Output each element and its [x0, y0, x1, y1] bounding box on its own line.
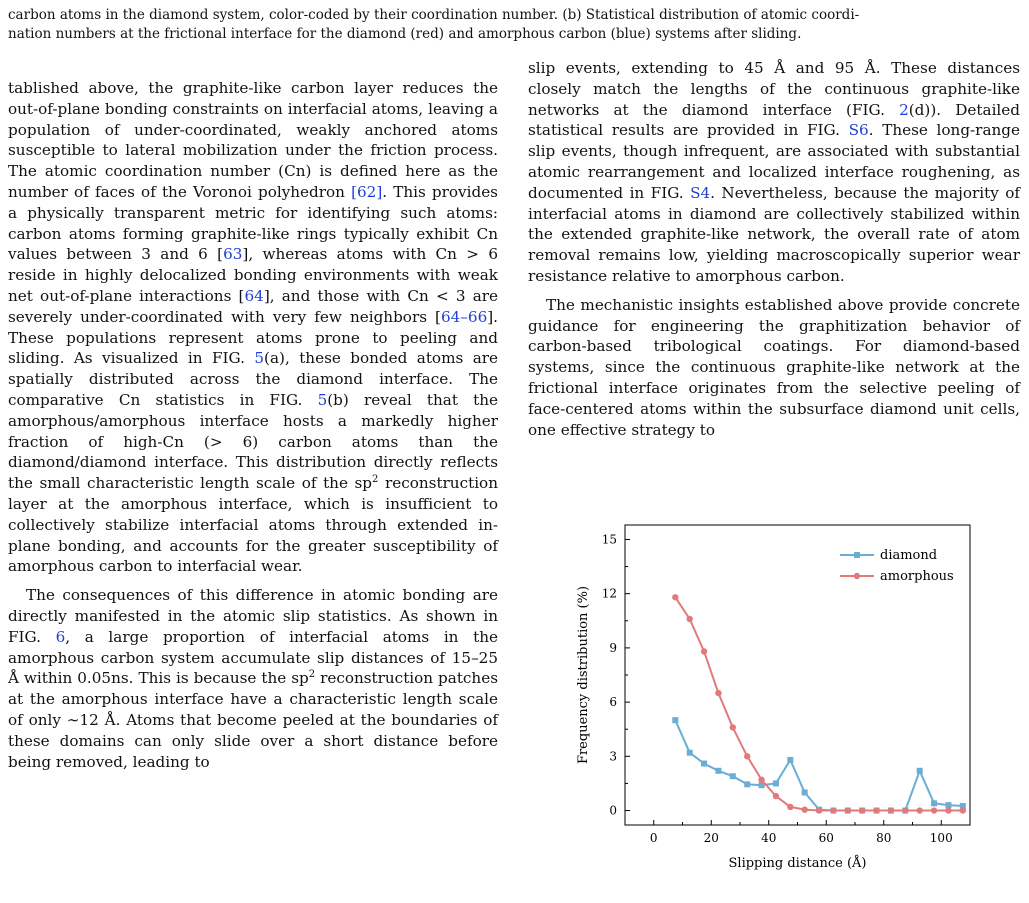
data-point-diamond	[802, 789, 808, 795]
data-point-amorphous	[873, 807, 879, 813]
right-paragraph-2: The mechanistic insights established above provide concrete guidance for engineering the graphitization behavior of carbon-based tribological coatings. For diamond-based systems, since the continuous graphite-like network at the frictional interface originates from the selective peeling of face-centered atoms within the subsurface diamond unit cells, one effective strategy to	[528, 295, 1020, 439]
x-tick-label: 60	[818, 831, 834, 845]
x-tick-label: 80	[876, 831, 892, 845]
x-tick-label: 20	[703, 831, 719, 845]
citation-link[interactable]: 63	[223, 245, 243, 264]
data-point-amorphous	[686, 616, 692, 622]
text-run: tablished above, the graphite-like carbon layer reduces the out-of-plane bonding constraints on interfacial atoms, leaving a population of under-coordinated, weakly anchored atoms susceptible to lateral mobilization under the friction process. The atomic coordination number (Cn) is defined here as the number of faces of the Voronoi polyhedron	[8, 79, 498, 201]
text-run: , a large proportion of interfacial atoms in the amorphous carbon system accumulate slip distances of 15–25 Å within 0.05ns. This is because the sp	[8, 627, 498, 688]
legend-marker-amorphous	[854, 573, 860, 579]
text-run: reconstruction layer at the amorphous interface, which is insufficient to collectively stabilize interfacial atoms through extended in-plane bonding, and accounts for the greater susceptibility of amorphous carbon to interfacial wear.	[8, 474, 498, 576]
y-tick-label: 3	[609, 749, 617, 764]
y-tick-label: 0	[609, 803, 617, 818]
text-run: . These long-range slip events, though infrequent, are associated with substantial atomic rearrangement and localized interface roughening, as documented in FIG.	[528, 121, 1020, 202]
legend-label-amorphous: amorphous	[880, 569, 954, 584]
y-tick-label: 6	[609, 695, 617, 710]
text-run: The consequences of this difference in atomic bonding are directly manifested in the atomic slip statistics. As shown in FIG.	[8, 586, 498, 646]
text-run: reconstruction patches at the amorphous interface have a characteristic length scale of only ∼12 Å. Atoms that become peeled at the boundaries of these domains can only slide over a short distance before being removed, leading to	[8, 669, 498, 771]
data-point-diamond	[715, 768, 721, 774]
text-run: ], whereas atoms with Cn > 6 reside in highly delocalized bonding environments with weak net out-of-plane interactions [	[8, 245, 498, 305]
superscript: 2	[372, 474, 379, 486]
data-point-amorphous	[830, 807, 836, 813]
data-point-diamond	[672, 717, 678, 723]
text-run: ], and those with Cn < 3 are severely under-coordinated with very few neighbors [	[8, 286, 499, 326]
x-tick-label: 40	[761, 831, 777, 845]
data-point-amorphous	[945, 807, 951, 813]
data-point-diamond	[787, 757, 793, 763]
x-tick-label: 0	[649, 831, 658, 845]
data-point-amorphous	[888, 807, 894, 813]
y-tick-label: 9	[609, 640, 617, 655]
right-column	[528, 58, 1020, 448]
slip-distance-chart	[560, 515, 990, 885]
left-column	[8, 78, 498, 780]
legend-label-diamond: diamond	[880, 548, 938, 563]
text-run: (a), these bonded atoms are spatially distributed across the diamond interface. The comparative Cn statistics in FIG.	[8, 349, 498, 409]
figure-link[interactable]: 5	[254, 349, 265, 368]
figure-link[interactable]: S4	[690, 183, 711, 202]
figure-link[interactable]: 6	[55, 627, 66, 646]
figure-caption	[8, 6, 1021, 44]
data-point-amorphous	[730, 724, 736, 730]
x-tick-label: 100	[929, 831, 953, 845]
data-point-diamond	[687, 750, 693, 756]
data-point-diamond	[945, 802, 951, 808]
left-paragraph-2	[8, 585, 498, 772]
series-line-amorphous	[675, 597, 963, 810]
data-point-amorphous	[672, 594, 678, 600]
data-point-amorphous	[816, 807, 822, 813]
citation-link[interactable]: [62]	[351, 182, 383, 201]
text-run: . Nevertheless, because the majority of interfacial atoms in diamond are collectively stabilized within the extended graphite-like network, the overall rate of atom removal remains low, yielding macroscopically superior wear resistance relative to amorphous carbon.	[528, 183, 1020, 285]
text-run: (b) reveal that the amorphous/amorphous interface hosts a markedly higher fraction of high-Cn (> 6) carbon atoms than the diamond/diamond interface. This distribution directly reflects the small characteristic length scale of the sp	[8, 390, 498, 493]
data-point-amorphous	[859, 807, 865, 813]
data-point-amorphous	[845, 807, 851, 813]
data-point-amorphous	[701, 648, 707, 654]
data-point-diamond	[744, 781, 750, 787]
y-tick-label: 15	[601, 532, 617, 547]
data-point-amorphous	[916, 807, 922, 813]
figure-link[interactable]: S6	[848, 121, 869, 140]
chart-svg	[560, 515, 990, 885]
series-line-diamond	[675, 720, 963, 810]
data-point-amorphous	[960, 807, 966, 813]
text-run: (d)). Detailed statistical results are provided in FIG.	[528, 100, 1020, 140]
text-run: . This provides a physically transparent metric for identifying such atoms: carbon atoms forming graphite-like rings typically exhibit Cn values between 3 and 6 [	[8, 182, 498, 264]
data-point-diamond	[931, 800, 937, 806]
data-point-amorphous	[744, 753, 750, 759]
data-point-amorphous	[902, 807, 908, 813]
citation-link[interactable]: 64	[244, 286, 264, 305]
data-point-amorphous	[931, 807, 937, 813]
data-point-diamond	[773, 780, 779, 786]
legend-marker-diamond	[854, 552, 860, 558]
figure-link[interactable]: 2	[899, 100, 909, 119]
text-run: slip events, extending to 45 Å and 95 Å. These distances closely match the lengths of the continuous graphite-like networks at the diamond interface (FIG.	[528, 59, 1020, 119]
y-axis-label: Frequency distribution (%)	[576, 585, 591, 765]
y-tick-label: 12	[601, 586, 617, 601]
data-point-diamond	[730, 773, 736, 779]
data-point-amorphous	[801, 806, 807, 812]
data-point-amorphous	[758, 777, 764, 783]
x-axis-label: Slipping distance (Å)	[728, 856, 867, 871]
citation-link[interactable]: 64–66	[440, 307, 488, 326]
data-point-diamond	[701, 761, 707, 767]
caption-line-1: carbon atoms in the diamond system, color-coded by their coordination number. (b) Statistical distribution of atomic coordi-	[8, 7, 860, 23]
data-point-amorphous	[787, 804, 793, 810]
data-point-amorphous	[715, 690, 721, 696]
figure-link[interactable]: 5	[317, 390, 328, 409]
data-point-amorphous	[773, 793, 779, 799]
right-paragraph-1	[528, 58, 1020, 287]
data-point-diamond	[917, 768, 923, 774]
superscript: 2	[308, 669, 316, 681]
left-paragraph-1	[8, 78, 498, 577]
caption-line-2: nation numbers at the frictional interface for the diamond (red) and amorphous carbon (blue) systems after sliding.	[8, 26, 802, 42]
text-run: ]. These populations represent atoms prone to peeling and sliding. As visualized in FIG.	[8, 307, 498, 368]
